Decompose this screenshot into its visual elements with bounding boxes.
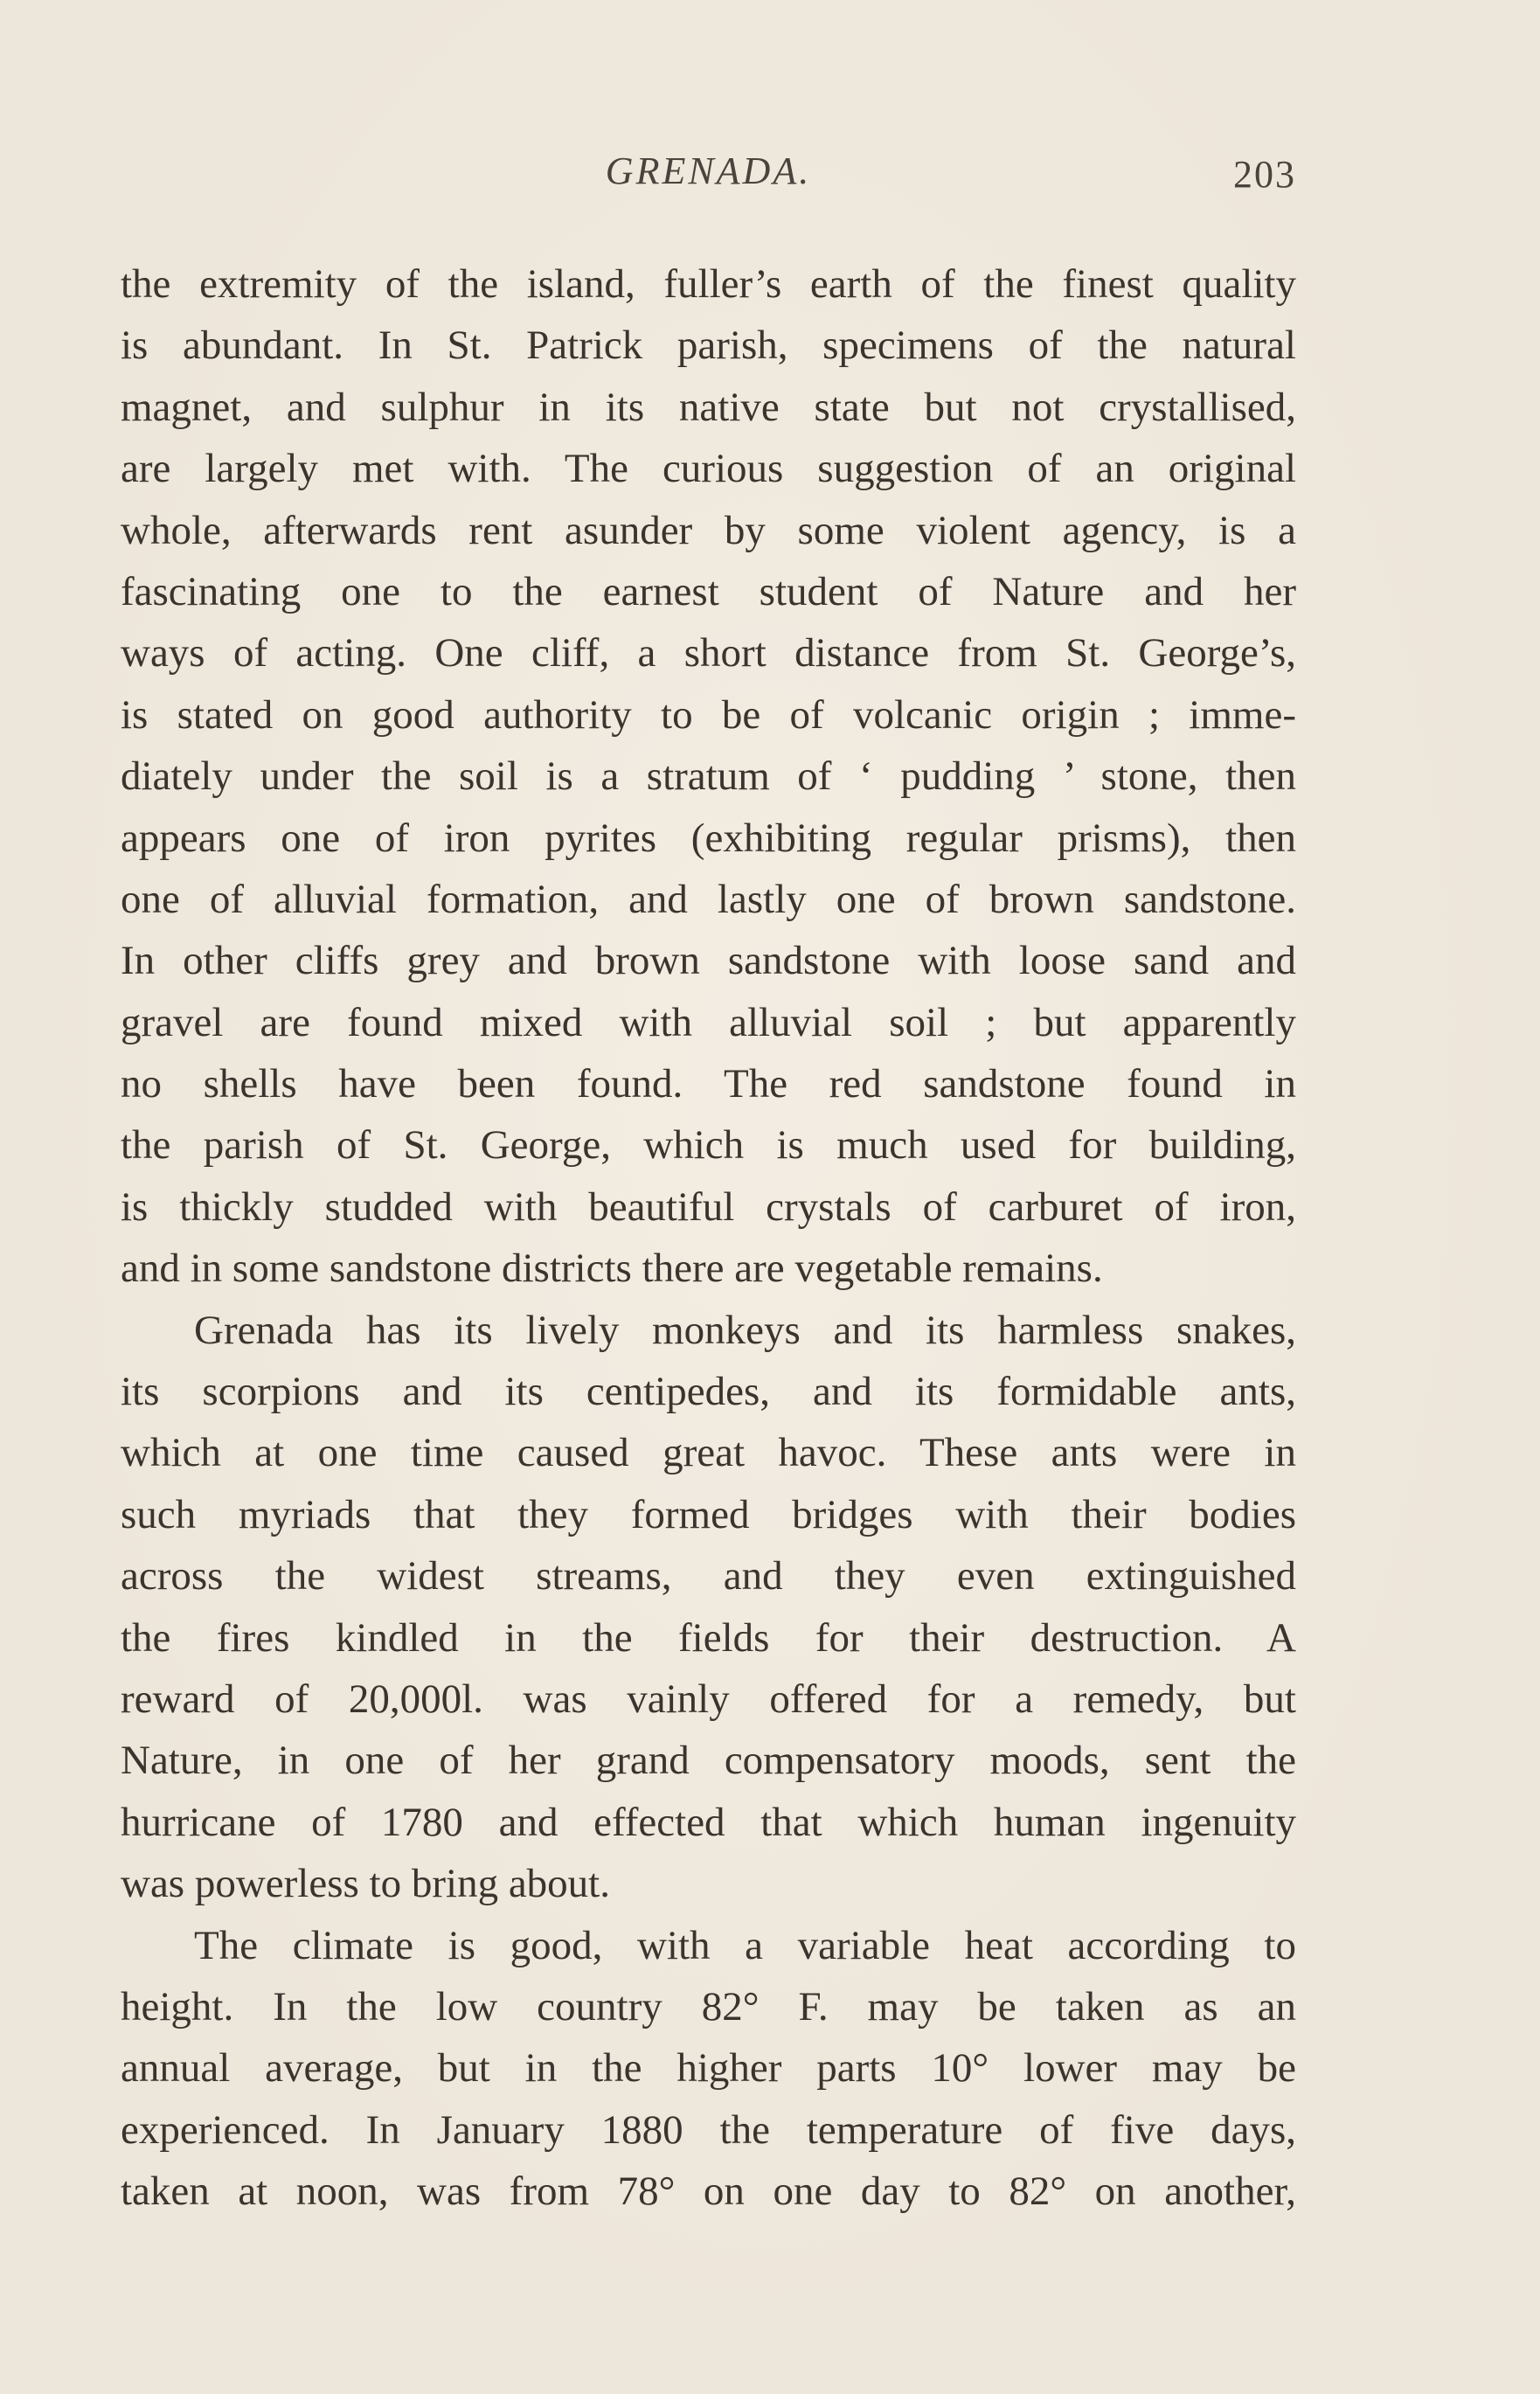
text-line: appears one of iron pyrites (exhibiting regular prisms), then (121, 815, 1296, 861)
page-header (121, 149, 1296, 210)
text-line: hurricane of 1780 and effected that which human ingenuity (121, 1799, 1296, 1845)
body-text (121, 253, 1296, 2223)
text-line: is abundant. In St. Patrick parish, specimens of the natural (121, 323, 1296, 369)
text-line: magnet, and sulphur in its native state but not crystallised, (121, 384, 1296, 430)
running-head: GRENADA. (605, 149, 812, 192)
text-line: In other cliffs grey and brown sandstone with loose sand and (121, 938, 1296, 984)
text-line: the parish of St. George, which is much used for building, (121, 1122, 1296, 1169)
text-line: whole, afterwards rent asunder by some violent agency, is a (121, 507, 1296, 553)
text-line: experienced. In January 1880 the temperature of five days, (121, 2106, 1296, 2153)
text-line: across the widest streams, and they even extinguished (121, 1553, 1296, 1599)
text-line: taken at noon, was from 78° on one day to 82° on another, (121, 2168, 1296, 2215)
text-line: Nature, in one of her grand compensatory moods, sent the (121, 1738, 1296, 1784)
text-line: such myriads that they formed bridges with their bodies (121, 1491, 1296, 1537)
text-line: one of alluvial formation, and lastly one of brown sandstone. (121, 876, 1296, 922)
text-line: height. In the low country 82° F. may be taken as an (121, 1983, 1296, 2030)
text-line: reward of 20,000l. was vainly offered for a remedy, but (121, 1676, 1296, 1722)
text-line: annual average, but in the higher parts 10° lower may be (121, 2045, 1296, 2092)
paragraph-end-line: and in some sandstone districts there are vegetable remains. (121, 1246, 1103, 1292)
text-line: the extremity of the island, fuller’s earth of the finest quality (121, 261, 1296, 307)
text-line: are largely met with. The curious suggestion of an original (121, 446, 1296, 492)
text-line: is stated on good authority to be of volcanic origin ; imme- (121, 691, 1296, 738)
paragraph-start-line: The climate is good, with a variable heat according to (194, 1922, 1296, 1968)
text-line: ways of acting. One cliff, a short distance from St. George’s, (121, 630, 1296, 677)
text-line: which at one time caused great havoc. These ants were in (121, 1430, 1296, 1476)
text-line: its scorpions and its centipedes, and its formidable ants, (121, 1369, 1296, 1415)
text-line: the fires kindled in the fields for their destruction. A (121, 1614, 1296, 1661)
text-line: fascinating one to the earnest student of Nature and her (121, 568, 1296, 614)
paragraph-end-line: was powerless to bring about. (121, 1861, 610, 1907)
page-number: 203 (1233, 153, 1296, 196)
text-line: is thickly studded with beautiful crystals of carburet of iron, (121, 1183, 1296, 1230)
text-line: diately under the soil is a stratum of ‘ pudding ’ stone, then (121, 753, 1296, 800)
text-line: gravel are found mixed with alluvial soil ; but apparently (121, 999, 1296, 1045)
paragraph-start-line: Grenada has its lively monkeys and its harmless snakes, (194, 1307, 1296, 1353)
text-line: no shells have been found. The red sandstone found in (121, 1061, 1296, 1107)
